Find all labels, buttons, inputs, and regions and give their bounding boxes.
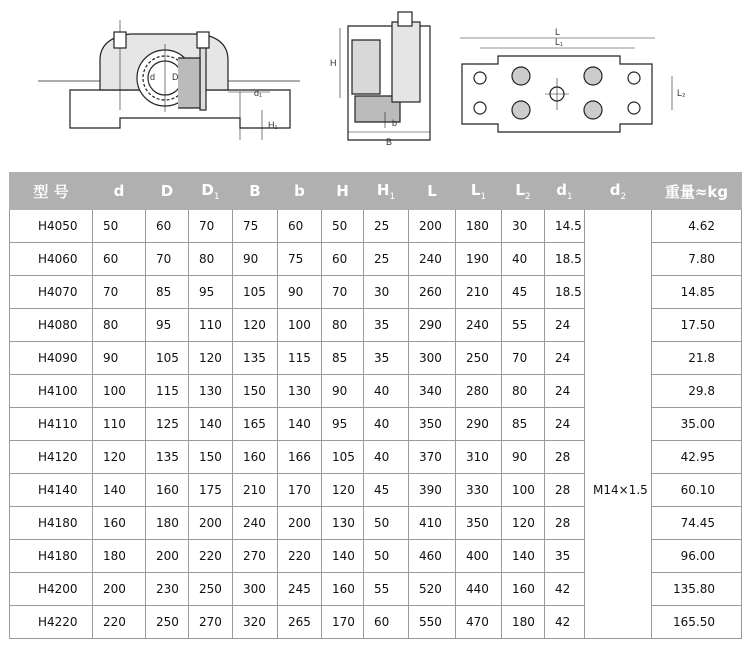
table-cell: 70 xyxy=(146,243,189,276)
weight-cell: 135.80 xyxy=(652,573,742,606)
table-row xyxy=(10,309,742,342)
table-cell: 200 xyxy=(93,573,146,606)
model-cell: H4120 xyxy=(10,441,93,474)
table-cell: 50 xyxy=(364,507,409,540)
d2-cell xyxy=(585,276,652,309)
table-cell: 25 xyxy=(364,210,409,243)
table-cell: 410 xyxy=(409,507,456,540)
column-header xyxy=(652,173,742,210)
column-header xyxy=(278,173,322,210)
front-label-d1: d₁ xyxy=(254,88,263,98)
table-cell: 190 xyxy=(456,243,502,276)
column-header-subscript: 1 xyxy=(213,191,220,202)
weight-cell: 4.62 xyxy=(652,210,742,243)
table-cell: 18.5 xyxy=(545,243,585,276)
column-header-label: L xyxy=(427,182,437,200)
table-cell: 50 xyxy=(93,210,146,243)
column-header xyxy=(409,173,456,210)
model-cell: H4090 xyxy=(10,342,93,375)
column-header xyxy=(502,173,545,210)
weight-cell: 60.10 xyxy=(652,474,742,507)
front-label-d: d xyxy=(150,72,156,82)
table-cell: 140 xyxy=(322,540,364,573)
table-cell: 320 xyxy=(233,606,278,639)
weight-cell: 74.45 xyxy=(652,507,742,540)
table-cell: 120 xyxy=(322,474,364,507)
d2-cell xyxy=(585,441,652,474)
table-cell: 200 xyxy=(409,210,456,243)
column-header-subscript: 2 xyxy=(620,191,627,202)
table-cell: 160 xyxy=(146,474,189,507)
model-cell: H4200 xyxy=(10,573,93,606)
side-section-view xyxy=(340,12,430,140)
table-row xyxy=(10,474,742,507)
table-cell: 100 xyxy=(278,309,322,342)
table-cell: 110 xyxy=(189,309,233,342)
table-cell: 130 xyxy=(278,375,322,408)
table-cell: 80 xyxy=(93,309,146,342)
column-header xyxy=(189,173,233,210)
table-cell: 135 xyxy=(233,342,278,375)
column-header-label: L xyxy=(515,180,525,199)
table-cell: 28 xyxy=(545,474,585,507)
table-cell: 390 xyxy=(409,474,456,507)
table-cell: 60 xyxy=(364,606,409,639)
table-cell: 150 xyxy=(233,375,278,408)
d2-cell xyxy=(585,573,652,606)
table-cell: 50 xyxy=(364,540,409,573)
side-label-H: H xyxy=(330,58,337,68)
table-cell: 80 xyxy=(502,375,545,408)
model-cell: H4110 xyxy=(10,408,93,441)
table-cell: 60 xyxy=(93,243,146,276)
table-cell: 180 xyxy=(93,540,146,573)
table-cell: 200 xyxy=(146,540,189,573)
table-header-row xyxy=(10,173,742,210)
table-cell: 310 xyxy=(456,441,502,474)
column-header xyxy=(93,173,146,210)
weight-cell: 29.8 xyxy=(652,375,742,408)
table-cell: 30 xyxy=(502,210,545,243)
table-row xyxy=(10,573,742,606)
table-cell: 290 xyxy=(409,309,456,342)
table-row xyxy=(10,243,742,276)
column-header-label: d xyxy=(113,182,125,200)
column-header-subscript: 1 xyxy=(480,191,487,202)
table-cell: 220 xyxy=(189,540,233,573)
table-cell: 230 xyxy=(146,573,189,606)
table-cell: 210 xyxy=(456,276,502,309)
column-header xyxy=(146,173,189,210)
table-cell: 60 xyxy=(322,243,364,276)
table-cell: 166 xyxy=(278,441,322,474)
table-cell: 290 xyxy=(456,408,502,441)
table-cell: 460 xyxy=(409,540,456,573)
table-cell: 70 xyxy=(93,276,146,309)
column-header xyxy=(233,173,278,210)
table-cell: 80 xyxy=(189,243,233,276)
table-cell: 240 xyxy=(409,243,456,276)
column-header-label: L xyxy=(470,180,481,199)
column-header-label: D xyxy=(201,180,214,199)
table-cell: 115 xyxy=(278,342,322,375)
table-cell: 24 xyxy=(545,309,585,342)
table-cell: 60 xyxy=(146,210,189,243)
table-cell: 160 xyxy=(502,573,545,606)
table-cell: 400 xyxy=(456,540,502,573)
top-label-L2: L₂ xyxy=(677,88,686,98)
table-body xyxy=(10,210,742,639)
d2-cell xyxy=(585,342,652,375)
table-cell: 95 xyxy=(322,408,364,441)
table-cell: 90 xyxy=(233,243,278,276)
table-cell: 140 xyxy=(502,540,545,573)
table-cell: 470 xyxy=(456,606,502,639)
table-cell: 70 xyxy=(189,210,233,243)
weight-cell: 14.85 xyxy=(652,276,742,309)
table-cell: 90 xyxy=(502,441,545,474)
table-cell: 120 xyxy=(93,441,146,474)
table-cell: 28 xyxy=(545,441,585,474)
table-cell: 150 xyxy=(189,441,233,474)
column-header-label: d xyxy=(609,180,621,199)
table-cell: 200 xyxy=(278,507,322,540)
table-cell: 45 xyxy=(502,276,545,309)
table-row xyxy=(10,507,742,540)
table-cell: 220 xyxy=(278,540,322,573)
table-cell: 75 xyxy=(278,243,322,276)
table-cell: 55 xyxy=(364,573,409,606)
table-row xyxy=(10,276,742,309)
table-cell: 180 xyxy=(502,606,545,639)
table-cell: 14.5 xyxy=(545,210,585,243)
weight-cell: 165.50 xyxy=(652,606,742,639)
table-cell: 60 xyxy=(278,210,322,243)
table-cell: 280 xyxy=(456,375,502,408)
table-cell: 95 xyxy=(146,309,189,342)
column-header-subscript: 2 xyxy=(524,191,531,202)
table-cell: 75 xyxy=(233,210,278,243)
column-header-subscript: 1 xyxy=(389,191,396,202)
table-cell: 200 xyxy=(189,507,233,540)
table-cell: 240 xyxy=(456,309,502,342)
table-cell: 40 xyxy=(364,375,409,408)
table-cell: 520 xyxy=(409,573,456,606)
model-cell: H4060 xyxy=(10,243,93,276)
table-cell: 260 xyxy=(409,276,456,309)
front-label-D: D xyxy=(172,72,179,82)
model-cell: H4180 xyxy=(10,507,93,540)
table-cell: 300 xyxy=(409,342,456,375)
table-cell: 250 xyxy=(456,342,502,375)
table-cell: 135 xyxy=(146,441,189,474)
table-cell: 120 xyxy=(189,342,233,375)
table-cell: 85 xyxy=(502,408,545,441)
table-cell: 220 xyxy=(93,606,146,639)
column-header-label: H xyxy=(336,182,349,200)
table-cell: 265 xyxy=(278,606,322,639)
model-cell: H4140 xyxy=(10,474,93,507)
table-cell: 130 xyxy=(189,375,233,408)
table-cell: 250 xyxy=(146,606,189,639)
weight-cell: 35.00 xyxy=(652,408,742,441)
weight-cell: 7.80 xyxy=(652,243,742,276)
table-cell: 95 xyxy=(189,276,233,309)
column-header xyxy=(10,173,93,210)
column-header-label: 型 号 xyxy=(33,182,69,201)
column-header-label: B xyxy=(249,182,261,200)
d2-value-cell: M14×1.5 xyxy=(585,474,652,507)
technical-drawings xyxy=(0,0,750,160)
table-cell: 42 xyxy=(545,606,585,639)
table-cell: 35 xyxy=(364,309,409,342)
table-cell: 105 xyxy=(146,342,189,375)
weight-cell: 21.8 xyxy=(652,342,742,375)
column-header-label: b xyxy=(294,182,305,200)
table-cell: 85 xyxy=(146,276,189,309)
table-cell: 170 xyxy=(278,474,322,507)
d2-cell xyxy=(585,375,652,408)
table-cell: 42 xyxy=(545,573,585,606)
table-cell: 100 xyxy=(93,375,146,408)
table-cell: 30 xyxy=(364,276,409,309)
top-label-L1: L₁ xyxy=(555,37,564,47)
table-cell: 80 xyxy=(322,309,364,342)
table-cell: 170 xyxy=(322,606,364,639)
model-cell: H4070 xyxy=(10,276,93,309)
table-cell: 180 xyxy=(146,507,189,540)
d2-cell xyxy=(585,243,652,276)
table-cell: 25 xyxy=(364,243,409,276)
table-cell: 90 xyxy=(322,375,364,408)
column-header xyxy=(585,173,652,210)
d2-cell xyxy=(585,606,652,639)
table-cell: 70 xyxy=(322,276,364,309)
column-header xyxy=(456,173,502,210)
model-cell: H4080 xyxy=(10,309,93,342)
column-header-label: D xyxy=(160,182,174,200)
table-cell: 35 xyxy=(545,540,585,573)
column-header xyxy=(364,173,409,210)
top-label-L: L xyxy=(555,27,561,37)
table-cell: 24 xyxy=(545,342,585,375)
table-cell: 125 xyxy=(146,408,189,441)
side-label-b: b xyxy=(392,118,398,128)
weight-cell: 42.95 xyxy=(652,441,742,474)
table-cell: 85 xyxy=(322,342,364,375)
table-cell: 180 xyxy=(456,210,502,243)
column-header xyxy=(322,173,364,210)
d2-cell xyxy=(585,408,652,441)
table-cell: 18.5 xyxy=(545,276,585,309)
table-cell: 28 xyxy=(545,507,585,540)
table-cell: 120 xyxy=(502,507,545,540)
table-cell: 105 xyxy=(233,276,278,309)
side-label-B: B xyxy=(386,137,393,147)
table-row xyxy=(10,342,742,375)
table-cell: 240 xyxy=(233,507,278,540)
column-header-subscript: 1 xyxy=(567,191,573,202)
table-cell: 110 xyxy=(93,408,146,441)
specification-table xyxy=(9,172,742,639)
model-cell: H4180 xyxy=(10,540,93,573)
table-cell: 550 xyxy=(409,606,456,639)
table-cell: 90 xyxy=(93,342,146,375)
column-header-label: 重量≈kg xyxy=(664,182,729,201)
table-cell: 50 xyxy=(322,210,364,243)
table-row xyxy=(10,540,742,573)
d2-cell xyxy=(585,210,652,243)
column-header-label: d xyxy=(556,180,567,199)
table-cell: 45 xyxy=(364,474,409,507)
table-cell: 24 xyxy=(545,375,585,408)
table-row xyxy=(10,375,742,408)
table-cell: 165 xyxy=(233,408,278,441)
front-label-H1: H₁ xyxy=(268,120,278,130)
table-cell: 350 xyxy=(456,507,502,540)
table-cell: 270 xyxy=(233,540,278,573)
table-cell: 55 xyxy=(502,309,545,342)
column-header-label: H xyxy=(376,180,390,199)
table-cell: 175 xyxy=(189,474,233,507)
table-cell: 210 xyxy=(233,474,278,507)
table-cell: 270 xyxy=(189,606,233,639)
table-cell: 245 xyxy=(278,573,322,606)
table-cell: 250 xyxy=(189,573,233,606)
table-cell: 160 xyxy=(322,573,364,606)
table-cell: 105 xyxy=(322,441,364,474)
table-row xyxy=(10,606,742,639)
table-cell: 70 xyxy=(502,342,545,375)
table-cell: 140 xyxy=(278,408,322,441)
model-cell: H4100 xyxy=(10,375,93,408)
model-cell: H4220 xyxy=(10,606,93,639)
table-cell: 350 xyxy=(409,408,456,441)
table-row xyxy=(10,408,742,441)
column-header xyxy=(545,173,585,210)
d2-cell xyxy=(585,507,652,540)
table-cell: 300 xyxy=(233,573,278,606)
weight-cell: 17.50 xyxy=(652,309,742,342)
table-cell: 330 xyxy=(456,474,502,507)
front-section-view xyxy=(38,20,300,140)
table-cell: 90 xyxy=(278,276,322,309)
table-cell: 40 xyxy=(502,243,545,276)
table-cell: 140 xyxy=(189,408,233,441)
weight-cell: 96.00 xyxy=(652,540,742,573)
table-cell: 340 xyxy=(409,375,456,408)
table-cell: 160 xyxy=(233,441,278,474)
d2-cell xyxy=(585,540,652,573)
table-cell: 35 xyxy=(364,342,409,375)
table-cell: 24 xyxy=(545,408,585,441)
table-cell: 40 xyxy=(364,441,409,474)
table-cell: 370 xyxy=(409,441,456,474)
table-cell: 160 xyxy=(93,507,146,540)
top-plan-view xyxy=(460,38,672,132)
d2-cell xyxy=(585,309,652,342)
table-row xyxy=(10,441,742,474)
table-cell: 140 xyxy=(93,474,146,507)
table-cell: 120 xyxy=(233,309,278,342)
table-cell: 115 xyxy=(146,375,189,408)
model-cell: H4050 xyxy=(10,210,93,243)
table-row xyxy=(10,210,742,243)
table-cell: 130 xyxy=(322,507,364,540)
table-cell: 100 xyxy=(502,474,545,507)
table-cell: 40 xyxy=(364,408,409,441)
table-cell: 440 xyxy=(456,573,502,606)
